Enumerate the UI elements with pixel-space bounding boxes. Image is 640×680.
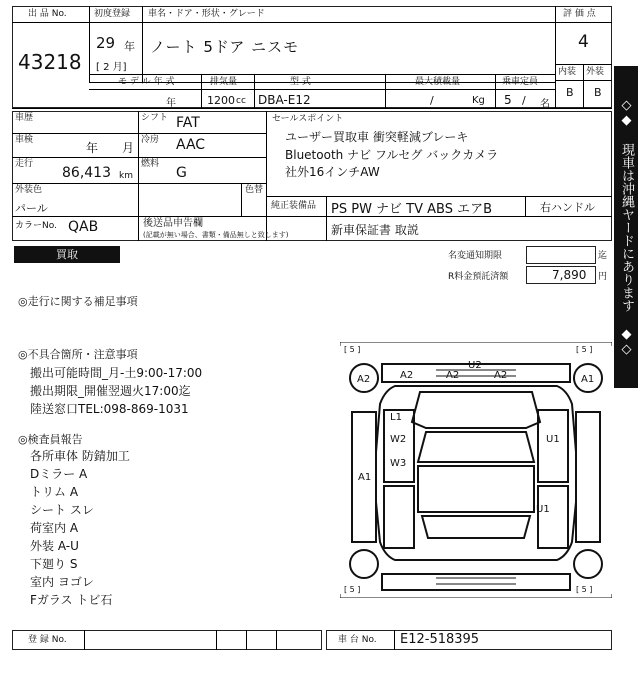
inspection-label: 車検: [15, 135, 34, 145]
mark-right-1: U1: [546, 434, 560, 445]
capacity-unit: 名: [540, 99, 550, 110]
sales-line-2: Bluetooth ナビ フルセグ バックカメラ: [285, 148, 499, 162]
corner-label-bottom-right: [ 5 ]: [576, 585, 593, 594]
mark-left-1: L1: [390, 412, 402, 423]
capacity-slash: /: [522, 94, 526, 107]
reg-no-label: 登 録 No.: [28, 635, 67, 645]
defect-line-2: 搬出期限_開催翌週火17:00迄: [30, 384, 191, 398]
mileage-value: 86,413: [62, 165, 111, 181]
inspection-year: 年: [86, 141, 99, 155]
max-load: /: [430, 94, 434, 107]
recycle-fee-value: 7,890: [552, 268, 587, 282]
first-registration-label: 初度登録: [94, 9, 131, 19]
defect-line-1: 搬出可能時間_月-土9:00-17:00: [30, 366, 203, 380]
ext-color-label: 外装色: [15, 185, 43, 195]
displacement-value: 1200: [207, 94, 235, 107]
capacity-value: 5: [504, 93, 512, 107]
inspector-line-7: 下廻り S: [30, 557, 78, 571]
color-no-label: カラーNo.: [15, 221, 57, 231]
chassis-number: E12-518395: [400, 632, 480, 647]
buy-label: 買取: [14, 246, 120, 263]
capacity-label: 乗車定員: [502, 77, 539, 87]
model-year-label: モ デ ル 年 式: [118, 77, 175, 87]
notify-deadline-box: [526, 246, 596, 264]
shift-label: シフト: [141, 113, 169, 123]
defect-line-3: 陸送窓口TEL:098-869-1031: [30, 402, 189, 416]
sales-point-label: セールスポイント: [272, 114, 344, 124]
mark-bumper-1: A2: [400, 370, 414, 381]
mark-left-2: W2: [390, 434, 407, 445]
defect-notes-title: ◎不具合箇所・注意事項: [18, 348, 138, 361]
equipment-label: 純正装備品: [271, 201, 317, 211]
sales-line-1: ユーザー買取車 衝突軽減ブレーキ: [285, 130, 469, 144]
ext-color-value: パール: [15, 202, 48, 215]
inspector-line-5: 荷室内 A: [30, 521, 79, 535]
equipment-value: PS PW ナビ TV ABS エアB: [331, 202, 493, 217]
inspector-title: ◎検査員報告: [18, 433, 83, 446]
inspector-line-6: 外装 A-U: [30, 539, 79, 553]
inspector-line-8: 室内 ヨゴレ: [30, 575, 94, 589]
score-value: 4: [578, 32, 589, 52]
aftermarket-label: 後送品申告欄: [143, 218, 203, 229]
model-label: 車名・ドア・形状・グレード: [148, 9, 265, 19]
repaint-label: 色替: [245, 185, 264, 195]
exterior-label: 外装: [586, 67, 605, 77]
fuel-label: 燃料: [141, 159, 160, 169]
mark-bumper-2: A2: [446, 370, 460, 381]
exterior-grade: B: [594, 86, 602, 99]
interior-grade: B: [566, 86, 574, 99]
displacement-unit: cc: [236, 96, 246, 106]
inspector-line-4: シート スレ: [30, 503, 94, 517]
mark-wheel-front-left: A2: [357, 374, 371, 385]
corner-label-top-right: [ 5 ]: [576, 345, 593, 354]
steering-position: 右ハンドル: [540, 201, 595, 214]
inspector-line-1: 各所車体 防錆加工: [30, 449, 130, 463]
model-year-unit: 年: [166, 98, 176, 109]
color-no-value: QAB: [68, 219, 99, 235]
notify-deadline-label: 名変通知期限: [448, 251, 503, 261]
car-damage-diagram: [340, 342, 612, 598]
inspector-line-2: Dミラー A: [30, 467, 88, 481]
chassis-label: 車 台 No.: [338, 635, 377, 645]
interior-label: 内装: [558, 67, 577, 77]
mark-right-2: U1: [536, 504, 550, 515]
recycle-fee-label: R料金預託済額: [448, 272, 509, 282]
corner-label-bottom-left: [ 5 ]: [344, 585, 361, 594]
lot-label: 出 品 No.: [28, 9, 67, 19]
shift-value: FAT: [176, 115, 200, 131]
vehicle-type: DBA-E12: [258, 93, 311, 107]
type-label: 型 式: [290, 77, 311, 87]
lot-number: 43218: [18, 50, 82, 74]
mark-wheel-front-right: A1: [581, 374, 595, 385]
mark-bumper-3: A2: [494, 370, 508, 381]
warranty-docs: 新車保証書 取説: [331, 223, 419, 237]
corner-label-top-left: [ 5 ]: [344, 345, 361, 354]
mark-hood: U2: [468, 360, 482, 371]
mileage-unit: km: [119, 171, 133, 181]
displacement-label: 排気量: [210, 77, 238, 87]
registration-year: 29: [96, 34, 116, 52]
side-banner-text: ◇◆ 現車は沖縄ヤードにあります ◆◇: [619, 97, 634, 357]
inspection-month: 月: [122, 141, 135, 155]
aftermarket-note: (記載が無い場合、書類・備品無しと致します): [143, 231, 289, 239]
mileage-label: 走行: [15, 159, 34, 169]
model-name: ノート 5ドア ニスモ: [150, 38, 300, 56]
load-label: 最大積載量: [415, 77, 461, 87]
mark-left-4: A1: [358, 472, 372, 483]
score-label: 評 価 点: [563, 9, 596, 19]
inspector-line-9: Fガラス トビ石: [30, 593, 113, 607]
recycle-fee-unit: 円: [598, 272, 608, 282]
inspector-line-3: トリム A: [30, 485, 79, 499]
registration-year-unit: 年: [124, 40, 135, 53]
max-load-unit: Kg: [472, 95, 485, 106]
fuel-value: G: [176, 165, 187, 181]
driving-notes-title: ◎走行に関する補足事項: [18, 295, 138, 308]
notify-deadline-unit: 迄: [598, 251, 608, 261]
ac-value: AAC: [176, 137, 206, 153]
sales-line-3: 社外16インチAW: [285, 165, 380, 179]
registration-month: [ 2 月]: [96, 62, 127, 73]
history-label: 車歴: [15, 113, 34, 123]
ac-label: 冷房: [141, 135, 160, 145]
mark-left-3: W3: [390, 458, 407, 469]
